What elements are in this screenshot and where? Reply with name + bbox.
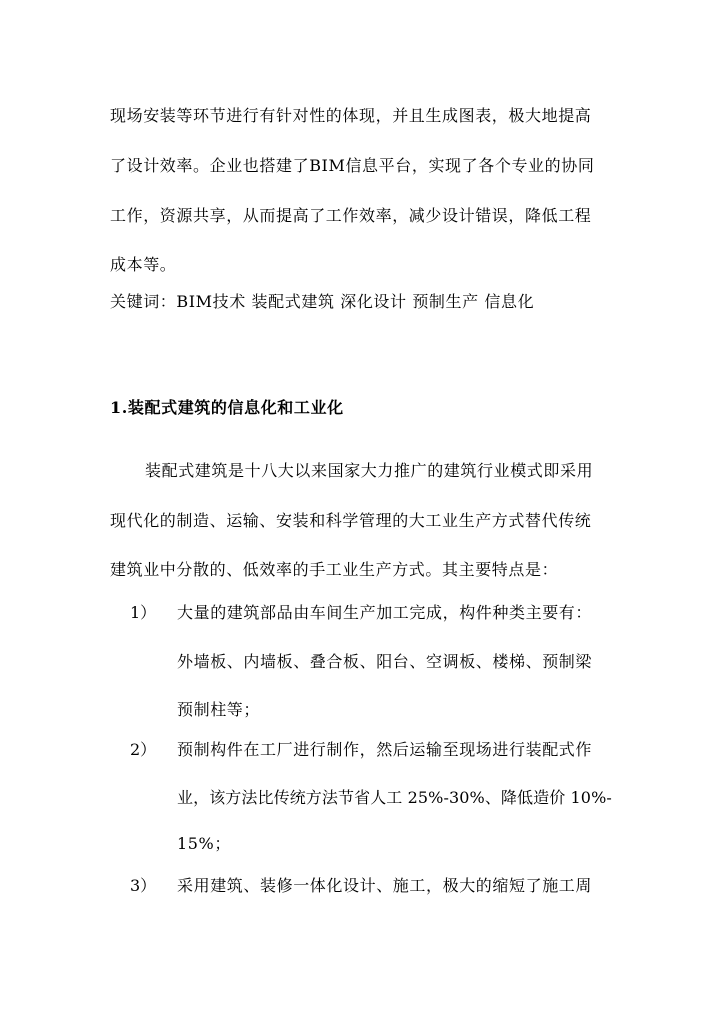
paragraph-line: 建筑业中分散的、低效率的手工业生产方式。其主要特点是： bbox=[110, 560, 559, 579]
list-item-number: 1） bbox=[130, 603, 157, 622]
list-item-line: 预制柱等； bbox=[177, 700, 261, 719]
list-item-line: 预制构件在工厂进行制作，然后运输至现场进行装配式作 bbox=[177, 740, 593, 759]
list-item-line: 业，该方法比传统方法节省人工 25%-30%、降低造价 10%- bbox=[177, 788, 612, 807]
list-item-line: 采用建筑、装修一体化设计、施工，极大的缩短了施工周 bbox=[177, 876, 593, 895]
abstract-line: 现场安装等环节进行有针对性的体现，并且生成图表，极大地提高 bbox=[110, 106, 592, 125]
abstract-line: 工作，资源共享，从而提高了工作效率，减少设计错误，降低工程 bbox=[110, 206, 592, 225]
paragraph-line: 装配式建筑是十八大以来国家大力推广的建筑行业模式即采用 bbox=[145, 461, 594, 480]
keywords-line: 关键词：BIM技术 装配式建筑 深化设计 预制生产 信息化 bbox=[110, 292, 535, 311]
list-item-line: 15%； bbox=[177, 834, 231, 853]
abstract-line: 成本等。 bbox=[110, 255, 177, 274]
abstract-line: 了设计效率。企业也搭建了BIM信息平台，实现了各个专业的协同 bbox=[110, 156, 595, 175]
list-item-number: 3） bbox=[130, 876, 157, 895]
section-heading: 1.装配式建筑的信息化和工业化 bbox=[110, 398, 344, 417]
list-item-line: 大量的建筑部品由车间生产加工完成，构件种类主要有： bbox=[177, 603, 593, 622]
list-item-number: 2） bbox=[130, 740, 157, 759]
paragraph-line: 现代化的制造、运输、安装和科学管理的大工业生产方式替代传统 bbox=[110, 511, 592, 530]
list-item-line: 外墙板、内墙板、叠合板、阳台、空调板、楼梯、预制梁 bbox=[177, 652, 593, 671]
